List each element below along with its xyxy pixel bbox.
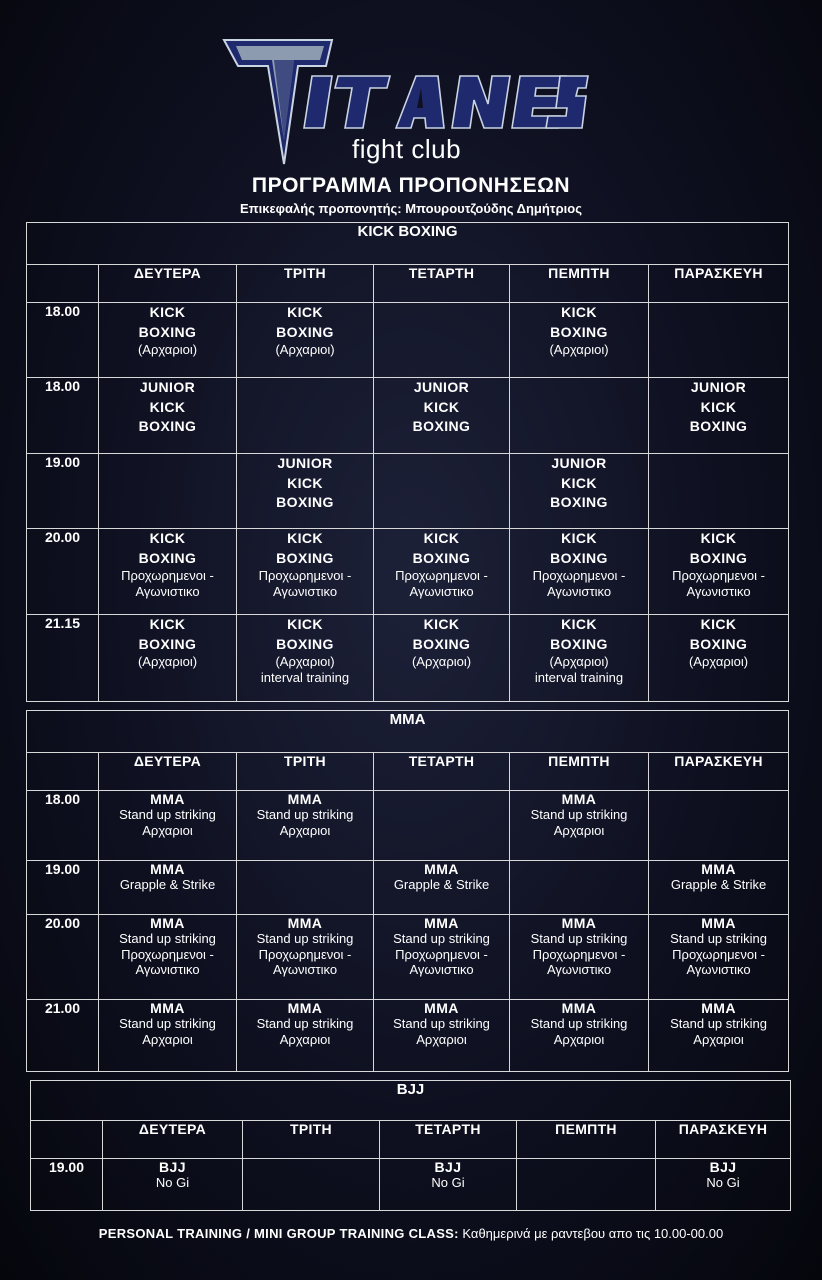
day-header: ΔΕΥΤΕΡΑ [99,753,237,791]
time-slot: 20.00 [27,915,99,1000]
class-name: BOXING [550,494,608,510]
time-header-empty [27,753,99,791]
day-header: ΤΡΙΤΗ [237,753,374,791]
empty-cell [517,1159,656,1211]
class-cell [374,1000,510,1072]
class-level: Αρχαριοι [553,822,605,838]
class-cell [649,1000,789,1072]
schedule-row [27,791,789,861]
class-level: Προχωρημενοι - [395,568,488,583]
class-level: Προχωρημενοι - [121,568,214,583]
class-name: KICK [149,616,186,632]
class-level: Grapple & Strike [393,877,490,892]
time-slot: 20.00 [27,529,99,615]
class-name: MMA [150,1000,185,1016]
class-cell [99,615,237,702]
day-header: ΤΡΙΤΗ [243,1121,380,1159]
empty-cell [237,861,374,915]
time-slot: 18.00 [27,378,99,454]
class-level: Προχωρημενοι - [672,568,765,583]
class-level: Stand up striking [530,807,628,822]
schedule-row [27,861,789,915]
class-cell [237,615,374,702]
class-cell [237,1000,374,1072]
class-level: Stand up striking [530,931,628,946]
class-level: Stand up striking [530,1016,628,1031]
schedule-row [27,303,789,378]
class-name: KICK [700,616,737,632]
personal-training-note [0,1226,822,1241]
class-name: MMA [701,915,736,931]
class-cell [99,529,237,615]
class-cell [237,454,374,529]
class-cell [99,303,237,378]
class-level: Αγωνιστικο [272,583,338,599]
class-level: Αγωνιστικο [409,583,474,599]
class-level: Stand up striking [670,931,767,946]
day-header-row [27,265,789,303]
class-name: KICK [561,530,597,546]
class-name: JUNIOR [690,379,747,395]
class-cell [510,915,649,1000]
class-name: KICK [149,304,186,320]
class-level: Προχωρημενοι - [395,946,488,962]
class-level: (Αρχαριοι) [549,654,609,669]
section-title-row [27,223,789,265]
day-header: ΠΑΡΑΣΚΕΥΗ [649,265,789,303]
day-header: ΤΕΤΑΡΤΗ [380,1121,517,1159]
time-header-empty [27,265,99,303]
day-header-row [31,1121,791,1159]
personal-training-label: PERSONAL TRAINING / MINI GROUP TRAINING CLASS: [98,1226,459,1241]
class-name: KICK [423,530,460,546]
class-name: JUNIOR [277,455,333,471]
class-name: MMA [701,1000,736,1016]
empty-cell [99,454,237,529]
class-cell [237,303,374,378]
class-name: MMA [561,1000,597,1016]
brand-tagline: fight club [352,134,462,164]
time-header-empty [31,1121,103,1159]
class-level: (Αρχαριοι) [137,654,198,669]
class-level: Stand up striking [256,931,354,946]
day-header: ΠΕΜΠΤΗ [517,1121,656,1159]
class-name: BOXING [138,418,197,434]
class-level: Προχωρημενοι - [532,946,626,962]
class-level: No Gi [706,1175,740,1190]
time-slot: 19.00 [31,1159,103,1211]
class-name: BOXING [412,418,471,434]
class-level: Αγωνιστικο [546,962,612,977]
class-name: MMA [287,1000,323,1016]
schedule-row [27,378,789,454]
schedule-row [27,615,789,702]
class-level: Αγωνιστικο [686,962,751,977]
class-level: Αρχαριοι [416,1031,467,1047]
class-level: interval training [534,669,624,685]
class-level: Αγωνιστικο [135,962,200,977]
class-name: MMA [424,915,459,931]
time-slot: 18.00 [27,303,99,378]
class-level: Προχωρημενοι - [672,946,765,962]
day-header: ΠΑΡΑΣΚΕΥΗ [656,1121,791,1159]
class-level: Προχωρημενοι - [532,568,626,583]
bjj-schedule-table [30,1080,791,1211]
class-level: Stand up striking [119,1016,216,1031]
class-name: BOXING [138,323,197,340]
class-level: Αρχαριοι [142,1031,193,1047]
class-name: KICK [561,616,597,632]
class-level: (Αρχαριοι) [275,654,335,669]
empty-cell [237,378,374,454]
class-cell [99,861,237,915]
class-cell [99,791,237,861]
class-name: BOXING [689,549,748,566]
class-cell [649,529,789,615]
class-cell [649,861,789,915]
class-cell [649,915,789,1000]
schedule-row [27,454,789,529]
section-title-row [31,1081,791,1121]
empty-cell [510,378,649,454]
head-coach-line: Επικεφαλής προπονητής: Μπουρουτζούδης Δημήτριος [240,201,582,216]
class-cell [99,915,237,1000]
class-level: Grapple & Strike [119,877,216,892]
empty-cell [374,303,510,378]
class-name: MMA [150,861,185,877]
class-level: Stand up striking [119,807,216,822]
schedule-row [27,529,789,615]
schedule-row [31,1159,791,1211]
empty-cell [510,861,649,915]
schedule-row [27,1000,789,1072]
class-level: No Gi [431,1175,465,1190]
day-header-row [27,753,789,791]
class-name: KICK [423,398,460,415]
day-header: ΔΕΥΤΕΡΑ [103,1121,243,1159]
class-cell [374,861,510,915]
section-title: KICK BOXING [27,223,789,265]
class-name: KICK [561,474,597,491]
class-name: MMA [701,861,736,877]
day-header: ΤΡΙΤΗ [237,265,374,303]
class-level: Αγωνιστικο [409,962,474,977]
class-level: Αρχαριοι [279,1031,331,1047]
class-level: Αρχαριοι [279,822,331,838]
class-level: Προχωρημενοι - [121,946,214,962]
day-header: ΠΑΡΑΣΚΕΥΗ [649,753,789,791]
time-slot: 19.00 [27,861,99,915]
class-level: (Αρχαριοι) [688,654,749,669]
class-name: BOXING [276,549,334,566]
class-name: KICK [700,398,737,415]
class-level: interval training [260,669,350,685]
class-cell [374,378,510,454]
day-header: ΠΕΜΠΤΗ [510,265,649,303]
class-cell [510,615,649,702]
class-cell [510,791,649,861]
day-header: ΤΕΤΑΡΤΗ [374,753,510,791]
time-slot: 19.00 [27,454,99,529]
empty-cell [649,791,789,861]
class-level: Αγωνιστικο [686,583,751,599]
class-name: BJJ [709,1159,737,1175]
section-title: BJJ [31,1081,791,1121]
class-cell [99,1000,237,1072]
class-name: BOXING [276,494,334,510]
time-slot: 21.15 [27,615,99,702]
class-name: KICK [700,530,737,546]
class-level: No Gi [155,1175,190,1190]
empty-cell [649,454,789,529]
class-name: KICK [287,530,323,546]
class-name: BOXING [412,635,471,652]
class-level: Stand up striking [256,807,354,822]
mma-schedule-table [26,710,789,1072]
class-name: KICK [287,304,323,320]
schedule-row [27,915,789,1000]
class-cell [656,1159,791,1211]
class-name: BOXING [550,635,608,652]
class-level: (Αρχαριοι) [137,342,198,357]
class-name: BOXING [276,635,334,652]
empty-cell [649,303,789,378]
class-name: KICK [561,304,597,320]
class-level: (Αρχαριοι) [549,342,609,357]
class-cell [374,615,510,702]
class-cell [510,1000,649,1072]
class-name: BOXING [138,549,197,566]
class-name: BOXING [689,635,748,652]
time-slot: 18.00 [27,791,99,861]
class-name: BJJ [159,1159,186,1175]
class-name: JUNIOR [139,379,196,395]
kickboxing-schedule-table [26,222,789,702]
class-name: MMA [150,915,185,931]
section-title-row [27,711,789,753]
class-level: Αρχαριοι [142,822,193,838]
class-name: MMA [150,791,185,807]
class-level: Stand up striking [119,931,216,946]
class-level: Αρχαριοι [553,1031,605,1047]
class-cell [237,915,374,1000]
class-name: MMA [424,861,459,877]
class-level: Αγωνιστικο [546,583,612,599]
class-cell [510,303,649,378]
class-name: KICK [149,530,186,546]
class-name: BOXING [689,418,748,434]
class-level: Stand up striking [256,1016,354,1031]
class-cell [374,529,510,615]
class-level: Αγωνιστικο [272,962,338,977]
class-level: Stand up striking [393,931,490,946]
class-cell [380,1159,517,1211]
empty-cell [243,1159,380,1211]
class-level: Grapple & Strike [670,877,767,892]
page-title: ΠΡΟΓΡΑΜΜΑ ΠΡΟΠΟΝΗΣΕΩΝ [251,174,571,197]
class-cell [510,529,649,615]
class-cell [237,529,374,615]
class-name: JUNIOR [413,379,470,395]
class-name: MMA [561,915,597,931]
class-cell [649,615,789,702]
class-cell [103,1159,243,1211]
class-level: Αγωνιστικο [135,583,200,599]
class-cell [374,915,510,1000]
class-level: Προχωρημενοι - [258,946,352,962]
class-name: BOXING [550,549,608,566]
class-name: KICK [149,398,186,415]
class-cell [510,454,649,529]
class-name: BJJ [434,1159,462,1175]
class-level: (Αρχαριοι) [411,654,472,669]
class-name: BOXING [138,635,197,652]
class-name: JUNIOR [551,455,607,471]
class-cell [99,378,237,454]
class-level: Προχωρημενοι - [258,568,352,583]
class-name: BOXING [276,323,334,340]
class-cell [237,791,374,861]
class-name: BOXING [412,549,471,566]
class-name: KICK [287,474,323,491]
time-slot: 21.00 [27,1000,99,1072]
class-level: Αρχαριοι [693,1031,744,1047]
class-level: Stand up striking [393,1016,490,1031]
class-level: (Αρχαριοι) [275,342,335,357]
empty-cell [374,791,510,861]
day-header: ΤΕΤΑΡΤΗ [374,265,510,303]
section-title: MMA [27,711,789,753]
day-header: ΔΕΥΤΕΡΑ [99,265,237,303]
day-header: ΠΕΜΠΤΗ [510,753,649,791]
class-name: KICK [423,616,460,632]
personal-training-text: Καθημερινά με ραντεβου απο τις 10.00-00.00 [462,1226,724,1241]
class-name: MMA [424,1000,459,1016]
class-name: MMA [287,791,323,807]
class-name: MMA [561,791,597,807]
empty-cell [374,454,510,529]
class-name: KICK [287,616,323,632]
class-name: BOXING [550,323,608,340]
class-cell [649,378,789,454]
class-level: Stand up striking [670,1016,767,1031]
class-name: MMA [287,915,323,931]
